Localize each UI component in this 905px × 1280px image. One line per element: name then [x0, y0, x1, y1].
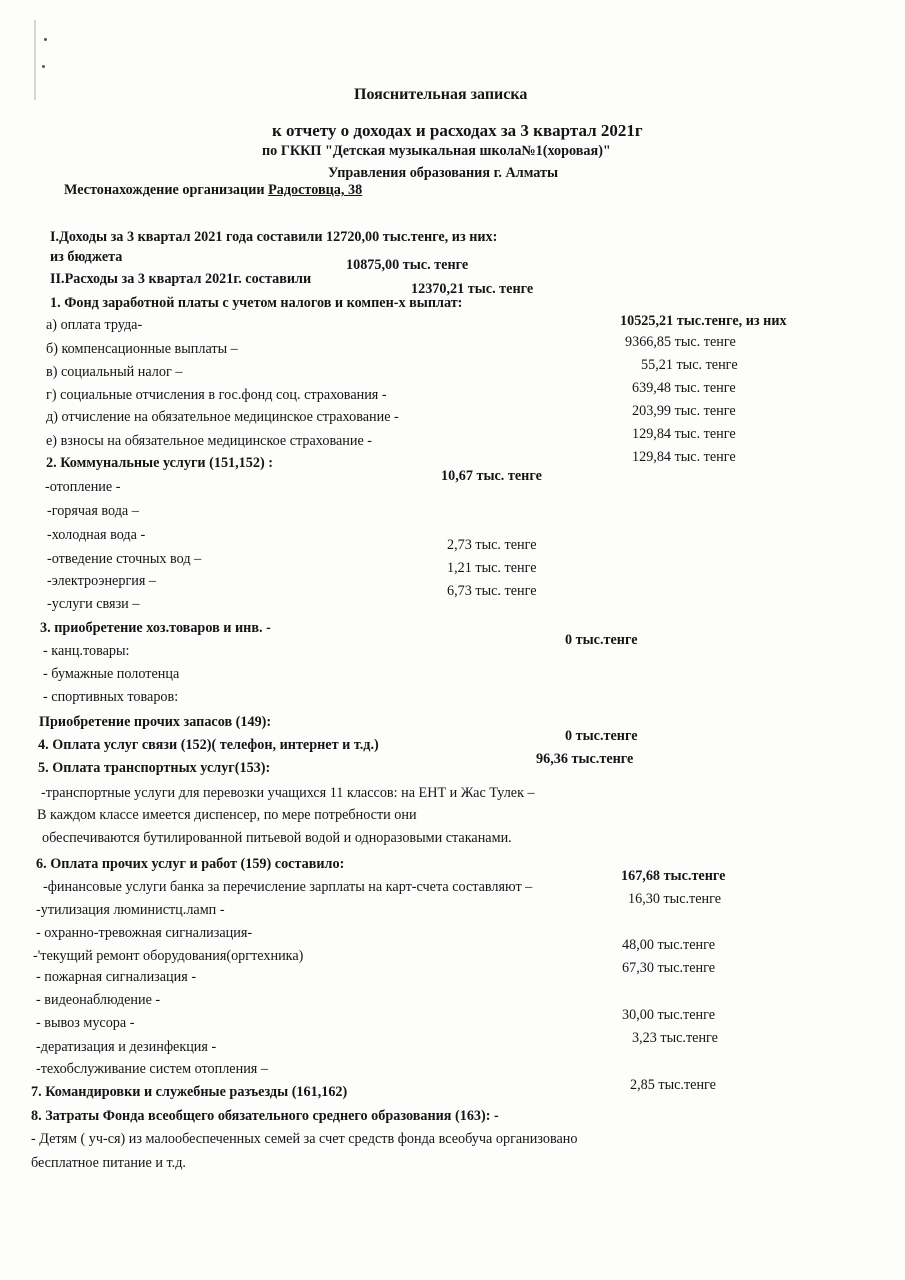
other-stock-value: 0 тыс.тенге — [565, 728, 638, 744]
salary-row-label: е) взносы на обязательное медицинское страхование - — [46, 433, 373, 449]
utilities-row-label: -горячая вода – — [47, 503, 139, 519]
transport-line: -транспортные услуги для перевозки учащихся 11 классов: на ЕНТ и Жас Тулек – — [41, 785, 535, 801]
expenses-label: II.Расходы за 3 квартал 2021г. составили — [50, 271, 312, 287]
dept-name: Управления образования г. Алматы — [328, 165, 559, 181]
other-services-row-value: 16,30 тыс.тенге — [628, 891, 722, 907]
other-services-row-label: -финансовые услуги банка за перечисление зарплаты на карт-счета составляют – — [43, 879, 533, 895]
goods-title: 3. приобретение хоз.товаров и инв. - — [40, 620, 271, 636]
salary-row-label: а) оплата труда- — [46, 317, 143, 333]
utilities-row-value: 1,21 тыс. тенге — [447, 560, 537, 576]
utilities-row-label: -услуги связи – — [47, 596, 140, 612]
goods-row-label: - бумажные полотенца — [43, 666, 180, 682]
other-services-row-label: - вывоз мусора - — [36, 1015, 135, 1031]
utilities-row-label: -холодная вода - — [47, 527, 146, 543]
other-services-row-label: - видеонаблюдение - — [36, 992, 161, 1008]
other-services-row-value: 3,23 тыс.тенге — [632, 1030, 718, 1046]
salary-row-value: 639,48 тыс. тенге — [632, 380, 736, 396]
other-services-row-value: 48,00 тыс.тенге — [622, 937, 716, 953]
scan-speck — [44, 38, 47, 41]
other-services-row-label: - охранно-тревожная сигнализация- — [36, 925, 253, 941]
salary-row-value: 129,84 тыс. тенге — [632, 449, 736, 465]
trips-title: 7. Командировки и служебные разъезды (161,162) — [31, 1084, 348, 1100]
other-services-row-value: 30,00 тыс.тенге — [622, 1007, 716, 1023]
salary-row-label: д) отчисление на обязательное медицинское страхование - — [46, 409, 399, 425]
other-services-title: 6. Оплата прочих услуг и работ (159) составило: — [36, 856, 345, 872]
salary-row-value: 203,99 тыс. тенге — [632, 403, 736, 419]
income-line: I.Доходы за 3 квартал 2021 года составили 12720,00 тыс.тенге, из них: — [50, 229, 498, 245]
transport-line: обеспечиваются бутилированной питьевой водой и одноразовыми стаканами. — [42, 830, 512, 846]
other-services-row-label: -'текущий ремонт оборудования(оргтехника) — [33, 948, 304, 964]
utilities-row-label: -отведение сточных вод – — [47, 551, 202, 567]
utilities-row-label: -отопление - — [45, 479, 121, 495]
location-label: Местонахождение организации — [64, 182, 265, 198]
expenses-value: 12370,21 тыс. тенге — [411, 281, 534, 297]
salary-title: 1. Фонд заработной платы с учетом налогов и компен-х выплат: — [50, 295, 463, 311]
fund-line: бесплатное питание и т.д. — [31, 1155, 186, 1171]
other-services-row-label: -утилизация люминистц.ламп - — [36, 902, 225, 918]
doc-title: Пояснительная записка — [354, 86, 528, 103]
salary-row-value: 9366,85 тыс. тенге — [625, 334, 736, 350]
salary-row-label: б) компенсационные выплаты – — [46, 341, 238, 357]
location-value: Радостовца, 38 — [268, 182, 363, 198]
transport-line: В каждом классе имеется диспенсер, по мере потребности они — [37, 807, 417, 823]
comm-label: 4. Оплата услуг связи (152)( телефон, интернет и т.д.) — [38, 737, 379, 753]
goods-row-label: - спортивных товаров: — [43, 689, 179, 705]
goods-total: 0 тыс.тенге — [565, 632, 638, 648]
other-services-row-label: -дератизация и дезинфекция - — [36, 1039, 217, 1055]
other-services-row-label: - пожарная сигнализация - — [36, 969, 197, 985]
salary-row-label: в) социальный налог – — [46, 364, 183, 380]
utilities-row-value: 6,73 тыс. тенге — [447, 583, 537, 599]
other-services-row-value: 67,30 тыс.тенге — [622, 960, 716, 976]
goods-row-label: - канц.товары: — [43, 643, 130, 659]
other-services-row-value: 2,85 тыс.тенге — [630, 1077, 716, 1093]
salary-total: 10525,21 тыс.тенге, из них — [620, 313, 787, 329]
doc-subtitle: к отчету о доходах и расходах за 3 квартал 2021г — [272, 121, 643, 140]
budget-value: 10875,00 тыс. тенге — [346, 257, 469, 273]
scan-speck — [42, 65, 45, 68]
utilities-row-label: -электроэнергия – — [47, 573, 157, 589]
fund-line: - Детям ( уч-ся) из малообеспеченных семей за счет средств фонда всеобуча организовано — [31, 1131, 578, 1147]
salary-row-value: 55,21 тыс. тенге — [641, 357, 738, 373]
other-services-row-label: -техобслуживание систем отопления – — [36, 1061, 268, 1077]
utilities-total: 10,67 тыс. тенге — [441, 468, 542, 484]
other-services-total: 167,68 тыс.тенге — [621, 868, 726, 884]
transport-title: 5. Оплата транспортных услуг(153): — [38, 760, 271, 776]
budget-label: из бюджета — [50, 249, 123, 265]
utilities-row-value: 2,73 тыс. тенге — [447, 537, 537, 553]
fund-title: 8. Затраты Фонда всеобщего обязательного среднего образования (163): - — [31, 1108, 499, 1124]
salary-row-value: 129,84 тыс. тенге — [632, 426, 736, 442]
scan-edge-mark — [34, 20, 36, 100]
location-line — [64, 182, 362, 199]
utilities-title: 2. Коммунальные услуги (151,152) : — [46, 455, 273, 471]
comm-value: 96,36 тыс.тенге — [536, 751, 634, 767]
other-stock-label: Приобретение прочих запасов (149): — [39, 714, 272, 730]
salary-row-label: г) социальные отчисления в гос.фонд соц. страхования - — [46, 387, 387, 403]
org-name: по ГККП "Детская музыкальная школа№1(хоровая)" — [262, 143, 611, 159]
